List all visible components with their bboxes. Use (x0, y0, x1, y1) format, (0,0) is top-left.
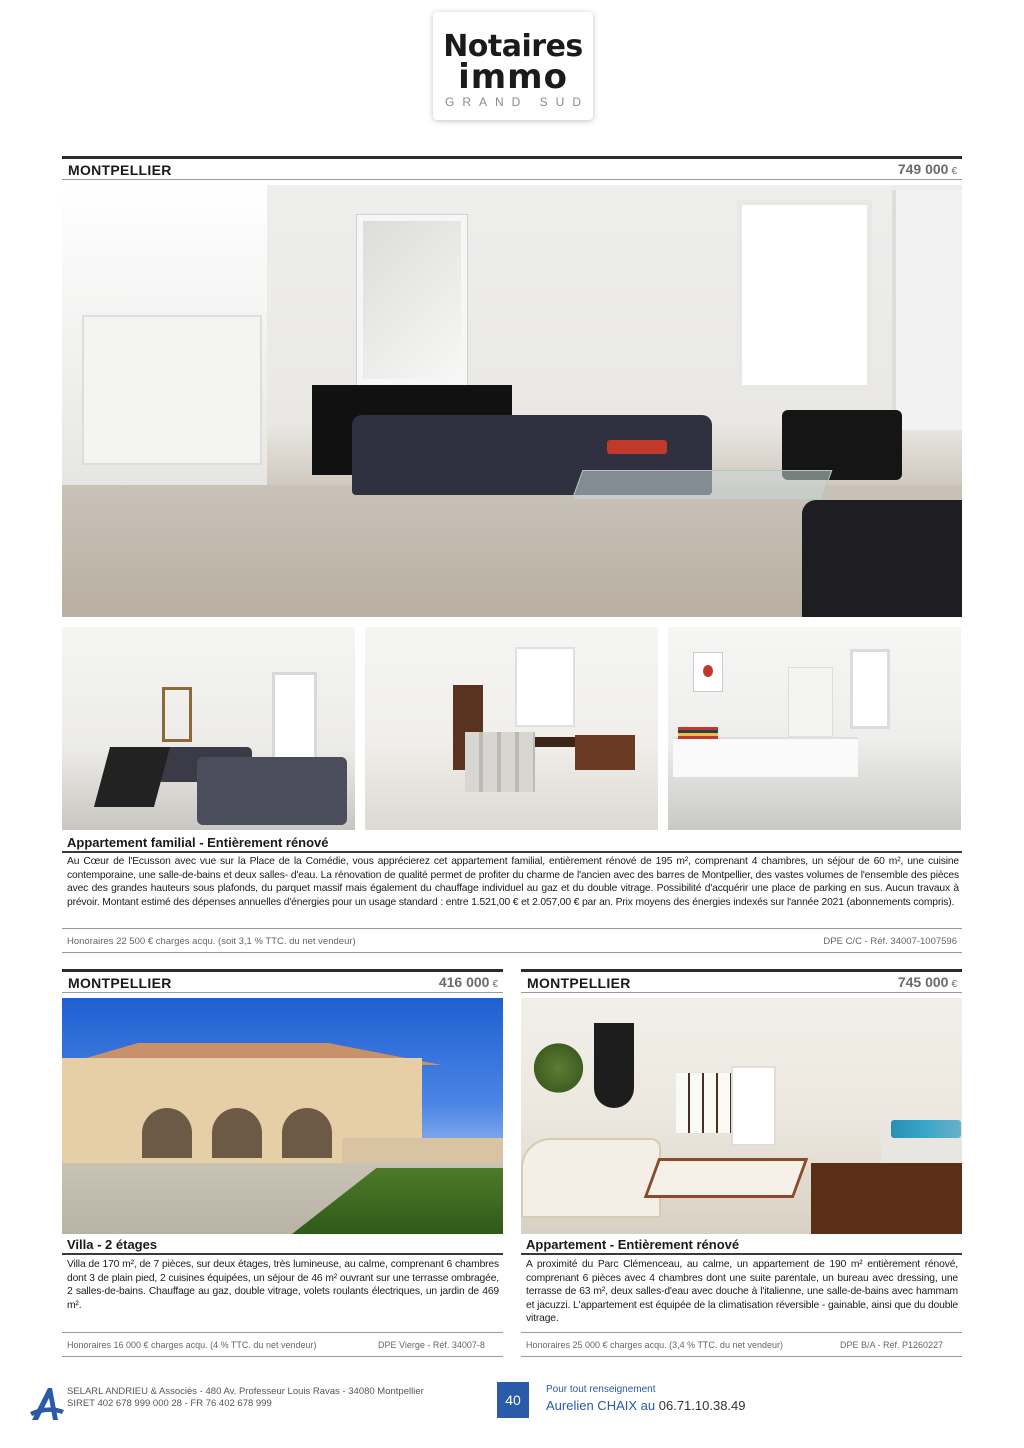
divider (62, 1356, 503, 1357)
listing-header (62, 156, 962, 180)
listing-reference: DPE Vierge - Réf. 34007-8 (378, 1340, 485, 1350)
listing-reference: DPE C/C - Réf. 34007-1007596 (823, 936, 957, 947)
listing-description: Villa de 170 m², de 7 pièces, sur deux étages, très lumineuse, au calme, comprenant 6 chambres dont 3 de plain pied, 2 cuisines équipées, un séjour de 46 m² ouvrant sur une terrasse ombragée, 2 salles-de-bains. Chauffage au gaz, double vitrage, volets roulants électriques, un jardin de 469 m². (67, 1259, 499, 1311)
contact-name: Aurelien CHAIX au (546, 1398, 656, 1413)
listing-fees: Honoraires 22 500 € charges acqu. (soit 3,1 % TTC. du net vendeur) (67, 936, 356, 947)
listing-description: Au Cœur de l'Ecusson avec vue sur la Place de la Comédie, vous apprécierez cet appartement familial, entièrement rénové de 195 m², comprenant 4 chambres, un séjour de 60 m², une cuisine contemporaine, une salle-de-bains et deux salles- d'eau. La rénovation de qualité permet de profiter du charme de l'ancien avec des barres de Montpellier, des vastes volumes de l'ensemble des pièces avec des grandes hauteurs sous plafonds, du parquet massif mais également du chauffage individuel au gaz et du double vitrage. Possibilité d'acquérir une place de parking en sus. Aucun travaux à prévoir. Montant estimé des dépenses annuelles d'énergies pour un usage standard : entre 1.521,00 € et 2.057,00 € par an. Prix moyens des énergies indexés sur l'année 2021 (abonnements compris). (67, 856, 959, 908)
logo-text-notaires: Notaires (443, 29, 583, 64)
contact-phone[interactable]: 06.71.10.38.49 (658, 1398, 746, 1413)
dining-room-photo (365, 627, 658, 830)
divider (521, 1356, 962, 1357)
divider (62, 1332, 503, 1333)
listing-fees: Honoraires 16 000 € charges acqu. (4 % TTC. du net vendeur) (67, 1340, 317, 1350)
listing-description: A proximité du Parc Clémenceau, au calme, un appartement de 190 m² entièrement rénové, comprenant 6 pièces avec 4 chambres dont une suite parentale, un bureau avec dressing, une terrasse de 63 m², deux salles-d'eau avec douche à l'italienne, une salle-de-bains avec hammam et jacuzzi. L'appartement est équipée de la climatisation réversible - gainable, ainsi que du double vitrage. (526, 1259, 958, 1324)
andrieu-logo-icon (28, 1384, 68, 1424)
divider (62, 952, 962, 953)
villa-photo (62, 998, 503, 1234)
listing-price: 745 000 € (897, 974, 957, 990)
listing-city: MONTPELLIER (68, 975, 172, 991)
divider (521, 1332, 962, 1333)
listing-city: MONTPELLIER (527, 975, 631, 991)
kitchen-photo (668, 627, 961, 830)
logo-text-grand-sud: GRAND SUD (444, 95, 589, 109)
contact-line (546, 1398, 746, 1413)
listing-city: MONTPELLIER (68, 162, 172, 178)
notaires-immo-logo (433, 12, 593, 120)
divider (62, 1253, 503, 1255)
page-number: 40 (497, 1382, 529, 1418)
living-room-photo (62, 185, 962, 617)
listing-header (62, 969, 503, 993)
listing-fees: Honoraires 25 000 € charges acqu. (3,4 % TTC. du net vendeur) (526, 1340, 783, 1350)
company-siret: SIRET 402 678 999 000 28 - FR 76 402 678 999 (67, 1398, 272, 1409)
listing-header (521, 969, 962, 993)
lounge-photo (62, 627, 355, 830)
listing-price: 749 000 € (897, 161, 957, 177)
divider (62, 851, 962, 853)
apartment-photo (521, 998, 962, 1234)
company-address: SELARL ANDRIEU & Associés - 480 Av. Professeur Louis Ravas - 34080 Montpellier (67, 1386, 424, 1397)
listing-title: Appartement - Entièrement rénové (526, 1237, 740, 1252)
listing-price: 416 000 € (438, 974, 498, 990)
listing-reference: DPE B/A - Réf. P1260227 (840, 1340, 944, 1350)
listing-title: Villa - 2 étages (67, 1237, 158, 1252)
contact-label: Pour tout renseignement (546, 1384, 656, 1395)
listing-title: Appartement familial - Entièrement rénové (67, 835, 329, 850)
divider (521, 1253, 962, 1255)
logo-text-immo: immo (458, 57, 568, 97)
divider (62, 928, 962, 929)
